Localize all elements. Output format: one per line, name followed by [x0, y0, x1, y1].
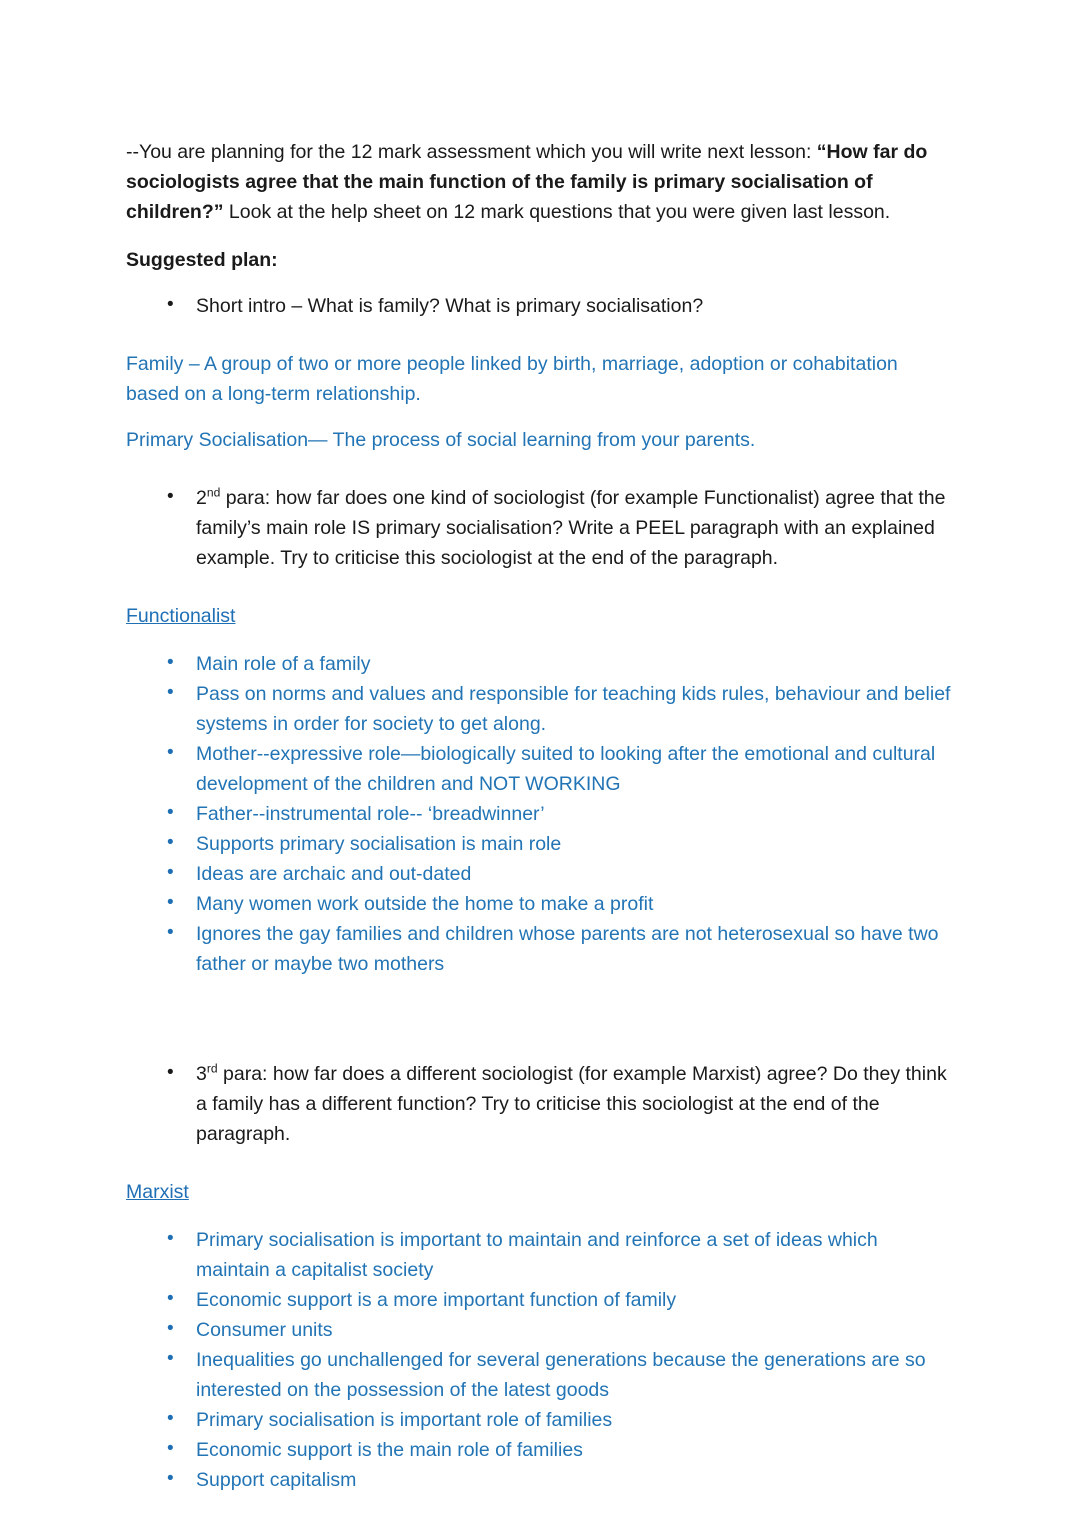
spacer [126, 995, 954, 1059]
functionalist-bullet-list [126, 649, 954, 979]
list-item: • Many women work outside the home to make a profit [126, 889, 954, 919]
definition-primary-socialisation: Primary Socialisation— The process of social learning from your parents. [126, 429, 756, 451]
second-para-bullet-list [126, 483, 954, 573]
list-item: • Supports primary socialisation is main role [126, 829, 954, 859]
list-item: • Consumer units [126, 1315, 954, 1345]
list-item: • Ignores the gay families and children whose parents are not heterosexual so have two father or maybe two mothers [126, 919, 954, 979]
list-item: • Support capitalism [126, 1465, 954, 1495]
marxist-bullet-list [126, 1225, 954, 1495]
list-item: • Economic support is the main role of families [126, 1435, 954, 1465]
plan-bullet-list [126, 291, 954, 321]
spacer [126, 471, 954, 483]
marxist-heading-wrap [126, 1177, 954, 1217]
list-item: • Short intro – What is family? What is primary socialisation? [126, 291, 954, 321]
ordinal-suffix: rd [206, 1061, 218, 1076]
list-item: • Primary socialisation is important to maintain and reinforce a set of ideas which maintain a capitalist society [126, 1225, 954, 1285]
list-item: • Ideas are archaic and out-dated [126, 859, 954, 889]
spacer [126, 589, 954, 601]
functionalist-heading-wrap [126, 601, 954, 641]
list-item: • Economic support is a more important function of family [126, 1285, 954, 1315]
list-item: • Pass on norms and values and responsible for teaching kids rules, behaviour and belief systems in order for society to get along. [126, 679, 954, 739]
definition-family: Family – A group of two or more people linked by birth, marriage, adoption or cohabitation based on a long-term relationship. [126, 353, 898, 405]
intro-paragraph [126, 137, 954, 227]
third-para-text: para: how far does a different sociologist (for example Marxist) agree? Do they think a family has a different function? Try to criticise this sociologist at the end of the paragraph. [196, 1063, 947, 1145]
ordinal-suffix: nd [206, 485, 221, 500]
list-item: • Inequalities go unchallenged for several generations because the generations are so interested on the possession of the latest goods [126, 1345, 954, 1405]
marxist-heading[interactable]: Marxist [126, 1181, 189, 1203]
suggested-plan-heading: Suggested plan: [126, 249, 278, 271]
list-item: • Primary socialisation is important role of families [126, 1405, 954, 1435]
spacer [126, 1165, 954, 1177]
intro-trailing-text: Look at the help sheet on 12 mark questions that you were given last lesson. [223, 201, 891, 223]
list-item: • Main role of a family [126, 649, 954, 679]
ordinal-number: 2 [196, 487, 207, 509]
intro-lead-text: --You are planning for the 12 mark assessment which you will write next lesson: [126, 141, 817, 163]
spacer [126, 337, 954, 349]
assessment-question: “How far do sociologists agree that the main function of the family is primary socialisation of children?” [126, 141, 928, 223]
functionalist-heading[interactable]: Functionalist [126, 605, 236, 627]
document-body [126, 137, 954, 1495]
second-para-text: para: how far does one kind of sociologist (for example Functionalist) agree that the family’s main role IS primary socialisation? Write a PEEL paragraph with an explained example. Try to criticise this sociologist at the end of the paragraph. [196, 487, 946, 569]
ordinal-number: 3 [196, 1063, 207, 1085]
list-item [126, 1059, 954, 1149]
list-item: • Mother--expressive role—biologically suited to looking after the emotional and cultural development of the children and NOT WORKING [126, 739, 954, 799]
list-item: • Father--instrumental role-- ‘breadwinner’ [126, 799, 954, 829]
third-para-bullet-list [126, 1059, 954, 1149]
list-item [126, 483, 954, 573]
